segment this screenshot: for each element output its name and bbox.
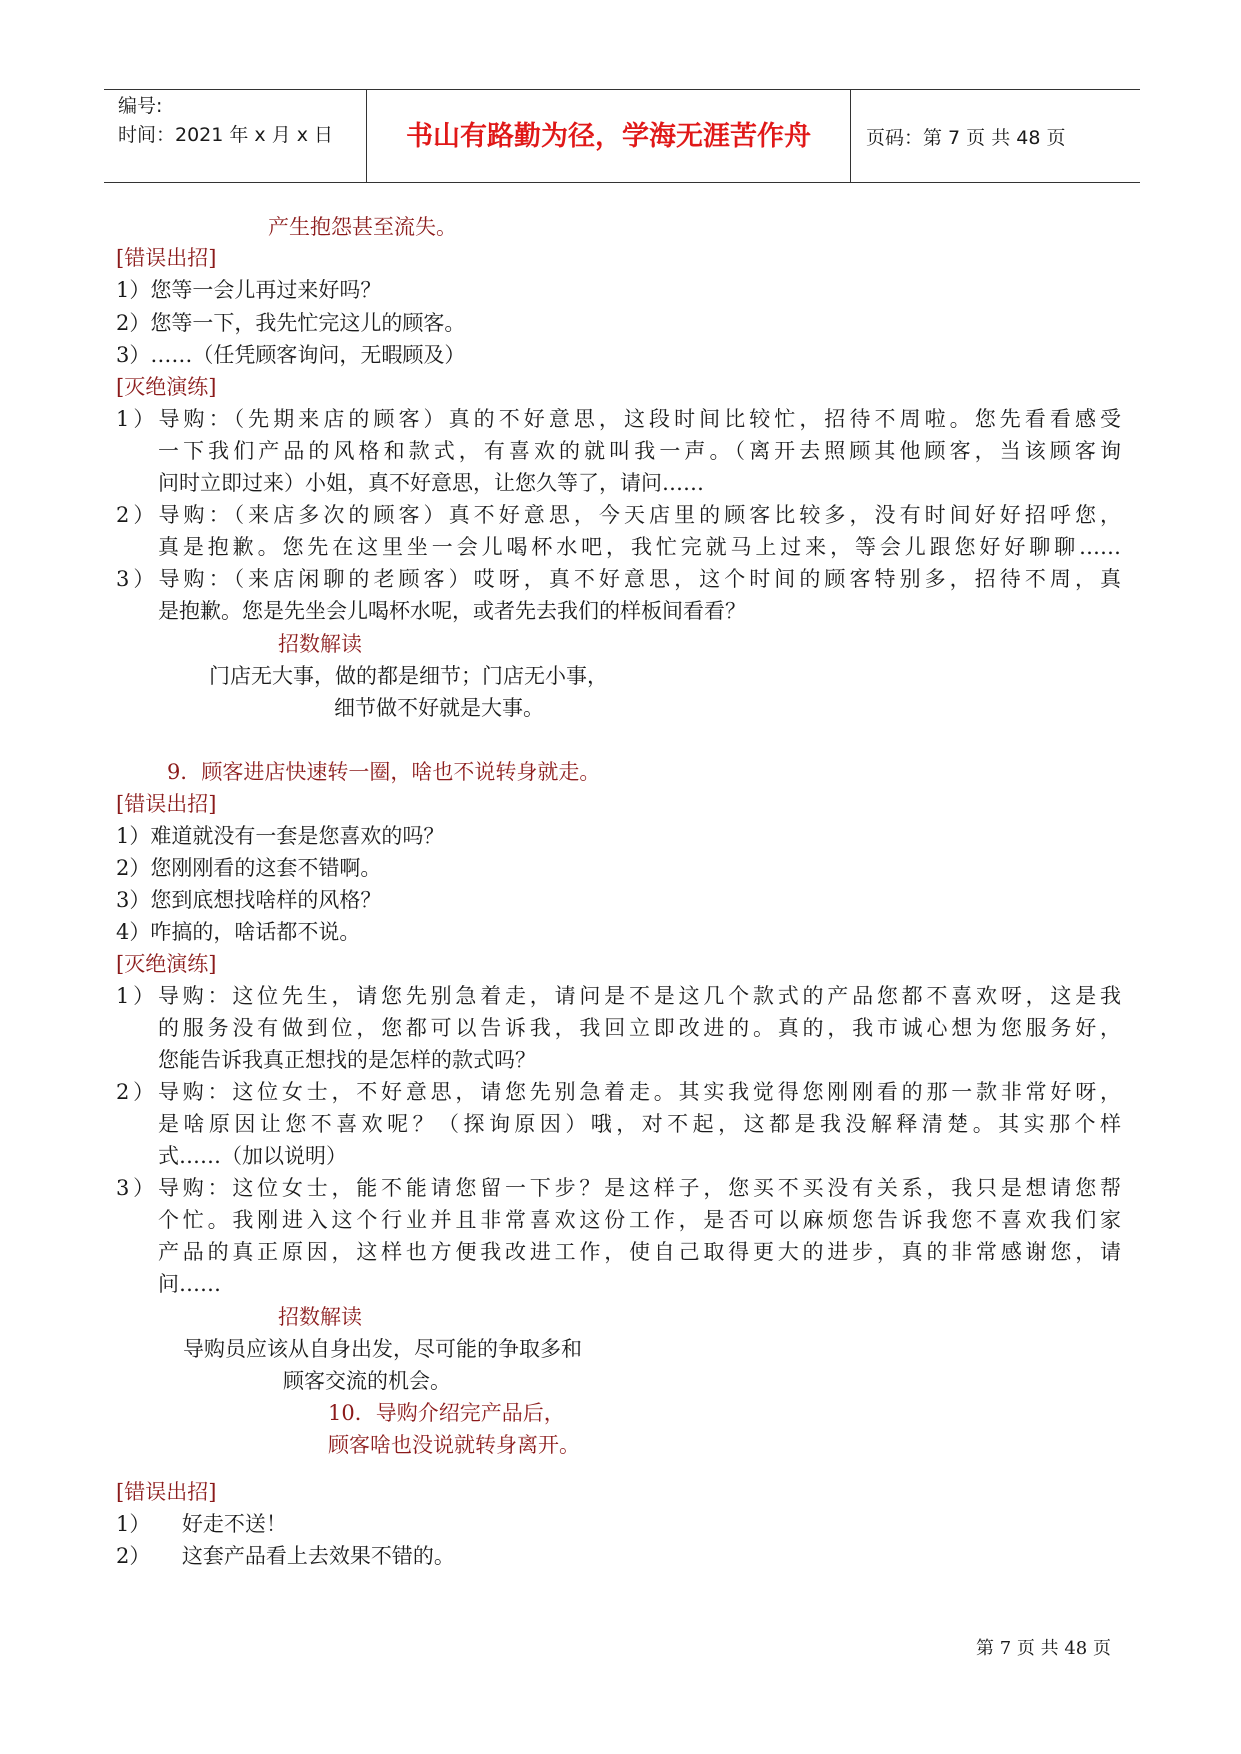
tip-text: 门店无大事，做的都是细节；门店无小事， <box>209 664 608 688</box>
time-label: 时间：2021 年 x 月 x 日 <box>118 124 334 146</box>
section-title: 10．导购介绍完产品后， <box>328 1401 565 1425</box>
list-item: 4）咋搞的，啥话都不说。 <box>116 920 361 944</box>
list-item: 3）……（任凭顾客询问，无暇顾及） <box>116 343 466 367</box>
text-line: 问时立即过来）小姐，真不好意思，让您久等了，请问…… <box>158 471 704 495</box>
section-heading: [错误出招] <box>116 1480 217 1504</box>
number-label: 编号: <box>118 95 163 117</box>
list-item: 3）导购：（来店闲聊的老顾客）哎呀，真不好意思，这个时间的顾客特别多，招待不周，真 <box>116 567 1121 591</box>
list-item: 2）导购：这位女士，不好意思，请您先别急着走。其实我觉得您刚刚看的那一款非常好呀， <box>116 1080 1121 1104</box>
page-footer: 第 7 页 共 48 页 <box>976 1638 1111 1659</box>
list-item: 1）导购：（先期来店的顾客）真的不好意思，这段时间比较忙，招待不周啦。您先看看感受 <box>116 407 1121 431</box>
text-line: 是抱歉。您是先坐会儿喝杯水呢，或者先去我们的样板间看看？ <box>158 599 746 623</box>
text-line: 真是抱歉。您先在这里坐一会儿喝杯水吧，我忙完就马上过来，等会儿跟您好好聊聊…… <box>158 535 1121 559</box>
list-item: 3）您到底想找啥样的风格？ <box>116 888 382 912</box>
header-page-label: 页码：第 7 页 共 48 页 <box>866 127 1066 149</box>
list-item: 2） 这套产品看上去效果不错的。 <box>116 1544 455 1568</box>
section-heading: [错误出招] <box>116 246 217 270</box>
header-motto: 书山有路勤为径，学海无涯苦作舟 <box>406 121 811 152</box>
tip-heading: 招数解读 <box>278 1305 362 1329</box>
list-item: 1）导购：这位先生，请您先别急着走，请问是不是这几个款式的产品您都不喜欢呀，这是我 <box>116 984 1121 1008</box>
text-line: 个忙。我刚进入这个行业并且非常喜欢这份工作，是否可以麻烦您告诉我您不喜欢我们家 <box>158 1208 1121 1232</box>
text-line: 问…… <box>158 1272 221 1296</box>
list-item: 1）您等一会儿再过来好吗？ <box>116 278 382 302</box>
text-line: 是啥原因让您不喜欢呢？（探询原因）哦，对不起，这都是我没解释清楚。其实那个样 <box>158 1112 1121 1136</box>
section-heading: [灭绝演练] <box>116 952 217 976</box>
section-title: 顾客啥也没说就转身离开。 <box>328 1433 580 1457</box>
header-meta <box>118 92 333 150</box>
text-line: 式……（加以说明） <box>158 1144 347 1168</box>
text-line: 产品的真正原因，这样也方便我改进工作，使自己取得更大的进步，真的非常感谢您，请 <box>158 1240 1121 1264</box>
text-line: 的服务没有做到位，您都可以告诉我，我回立即改进的。真的，我市诚心想为您服务好， <box>158 1016 1121 1040</box>
text-line: 您能告诉我真正想找的是怎样的款式吗？ <box>158 1048 536 1072</box>
tip-heading: 招数解读 <box>278 632 362 656</box>
tip-text: 顾客交流的机会。 <box>283 1369 451 1393</box>
text-line: 产生抱怨甚至流失。 <box>268 215 457 239</box>
tip-text: 导购员应该从自身出发，尽可能的争取多和 <box>183 1337 582 1361</box>
section-heading: [灭绝演练] <box>116 375 217 399</box>
list-item: 2）您刚刚看的这套不错啊。 <box>116 856 382 880</box>
list-item: 2）导购：（来店多次的顾客）真不好意思，今天店里的顾客比较多，没有时间好好招呼您， <box>116 503 1121 527</box>
list-item: 3）导购：这位女士，能不能请您留一下步？是这样子，您买不买没有关系，我只是想请您帮 <box>116 1176 1121 1200</box>
list-item: 2）您等一下，我先忙完这儿的顾客。 <box>116 311 466 335</box>
list-item: 1）难道就没有一套是您喜欢的吗？ <box>116 824 445 848</box>
header-divider <box>850 90 851 182</box>
page-header <box>104 89 1140 183</box>
tip-text: 细节做不好就是大事。 <box>334 696 544 720</box>
text-line: 一下我们产品的风格和款式，有喜欢的就叫我一声。（离开去照顾其他顾客，当该顾客询 <box>158 439 1121 463</box>
list-item: 1） 好走不送！ <box>116 1512 287 1536</box>
section-heading: [错误出招] <box>116 792 217 816</box>
section-title: 9．顾客进店快速转一圈，啥也不说转身就走。 <box>167 760 601 784</box>
